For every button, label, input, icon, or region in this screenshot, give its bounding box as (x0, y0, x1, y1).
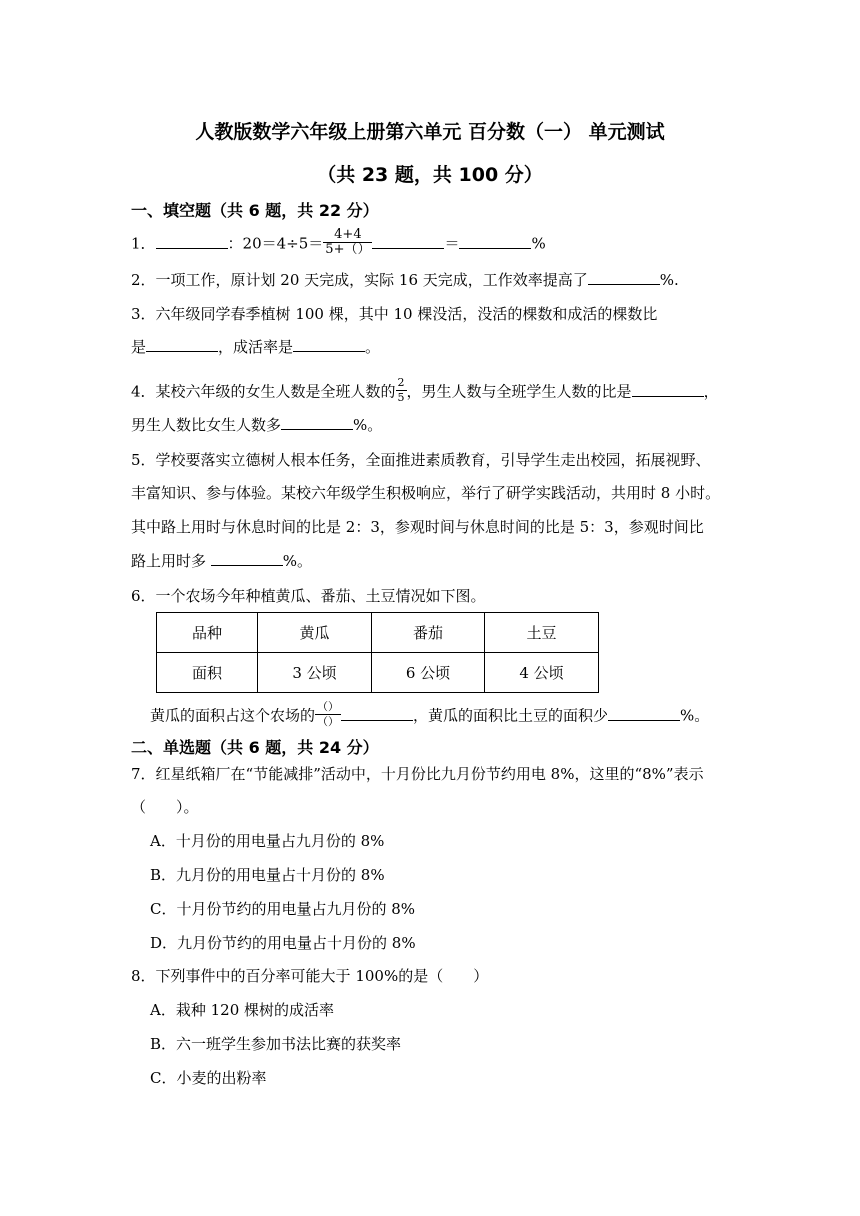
question-3-line-1: 3．六年级同学春季植树 100 棵，其中 10 棵没活，没活的棵数和成活的棵数比 (131, 305, 658, 323)
table-cell: 番茄 (372, 613, 485, 653)
option-c[interactable]: C．小麦的出粉率 (150, 1069, 267, 1087)
option-b[interactable]: B．九月份的用电量占十月份的 8% (150, 866, 385, 884)
answer-blank[interactable] (281, 415, 353, 430)
page-title: 人教版数学六年级上册第六单元 百分数（一） 单元测试 (195, 121, 665, 143)
table-cell: 品种 (157, 613, 258, 653)
question-4-line-2: 男生人数比女生人数多 %。 (131, 416, 383, 434)
table-cell: 4 公顷 (485, 653, 599, 693)
question-1: 1． ：20＝4÷5＝ $\frac{4+4}{5+()}$ ＝ % (131, 227, 546, 257)
question-6: 6．一个农场今年种植黄瓜、番茄、土豆情况如下图。 (131, 587, 486, 605)
question-4-line-1: 4．某校六年级的女生人数是全班人数的 $\frac{2}{5}$ ，男生人数与全班学生人数的比是 ， (131, 376, 719, 404)
option-a[interactable]: A．十月份的用电量占九月份的 8% (150, 832, 385, 850)
option-a[interactable]: A．栽种 120 棵树的成活率 (150, 1001, 334, 1019)
table-cell: 土豆 (485, 613, 599, 653)
answer-blank[interactable] (293, 337, 365, 352)
answer-blank[interactable] (146, 337, 218, 352)
question-5-line-3: 其中路上用时与休息时间的比是 2：3，参观时间与休息时间的比是 5：3，参观时间比 (131, 518, 704, 536)
option-b[interactable]: B．六一班学生参加书法比赛的获奖率 (150, 1035, 402, 1053)
table-cell: 3 公顷 (258, 653, 372, 693)
fraction: $\frac{2}{5}$ (397, 376, 405, 404)
question-2: 2．一项工作，原计划 20 天完成，实际 16 天完成，工作效率提高了 %. (131, 271, 679, 289)
answer-blank[interactable] (372, 234, 444, 249)
answer-blank[interactable] (608, 706, 680, 721)
answer-blank[interactable] (459, 234, 531, 249)
question-5-line-4: 路上用时多 %。 (131, 552, 313, 570)
fraction: $\frac{4+4}{5+()}$ (325, 227, 371, 257)
answer-blank[interactable] (588, 270, 660, 285)
question-7-line-2: （ ）。 (131, 798, 199, 816)
question-3-line-2: 是 ，成活率是 。 (131, 338, 381, 356)
option-c[interactable]: C．十月份节约的用电量占九月份的 8% (150, 900, 416, 918)
planting-area-table (156, 612, 599, 693)
table-row (157, 613, 599, 653)
answer-blank[interactable] (156, 234, 228, 249)
section-heading-single-choice: 二、单选题（共 6 题，共 24 分） (131, 738, 379, 757)
table-cell: 面积 (157, 653, 258, 693)
fraction: $\frac{()}{()}$ (317, 700, 340, 728)
table-row (157, 653, 599, 693)
answer-blank[interactable] (632, 382, 704, 397)
question-5-line-1: 5．学校要落实立德树人根本任务，全面推进素质教育，引导学生走出校园，拓展视野、 (131, 451, 711, 469)
section-heading-fill-blank: 一、填空题（共 6 题，共 22 分） (131, 201, 379, 220)
table-cell: 黄瓜 (258, 613, 372, 653)
answer-blank[interactable] (341, 706, 413, 721)
option-d[interactable]: D．九月份节约的用电量占十月份的 8% (150, 934, 416, 952)
answer-blank[interactable] (211, 551, 283, 566)
question-6-followup: 黄瓜的面积占这个农场的 $\frac{()}{()}$ ，黄瓜的面积比土豆的面积少 %。 (150, 700, 710, 728)
question-5-line-2: 丰富知识、参与体验。某校六年级学生积极响应，举行了研学实践活动，共用时 8 小时。 (131, 484, 721, 502)
page-subtitle: （共 23 题，共 100 分） (317, 164, 543, 186)
table-cell: 6 公顷 (372, 653, 485, 693)
question-8: 8．下列事件中的百分率可能大于 100%的是（ ） (131, 967, 489, 985)
question-7-line-1: 7．红星纸箱厂在“节能减排”活动中，十月份比九月份节约用电 8%，这里的“8%”表示 (131, 765, 704, 783)
